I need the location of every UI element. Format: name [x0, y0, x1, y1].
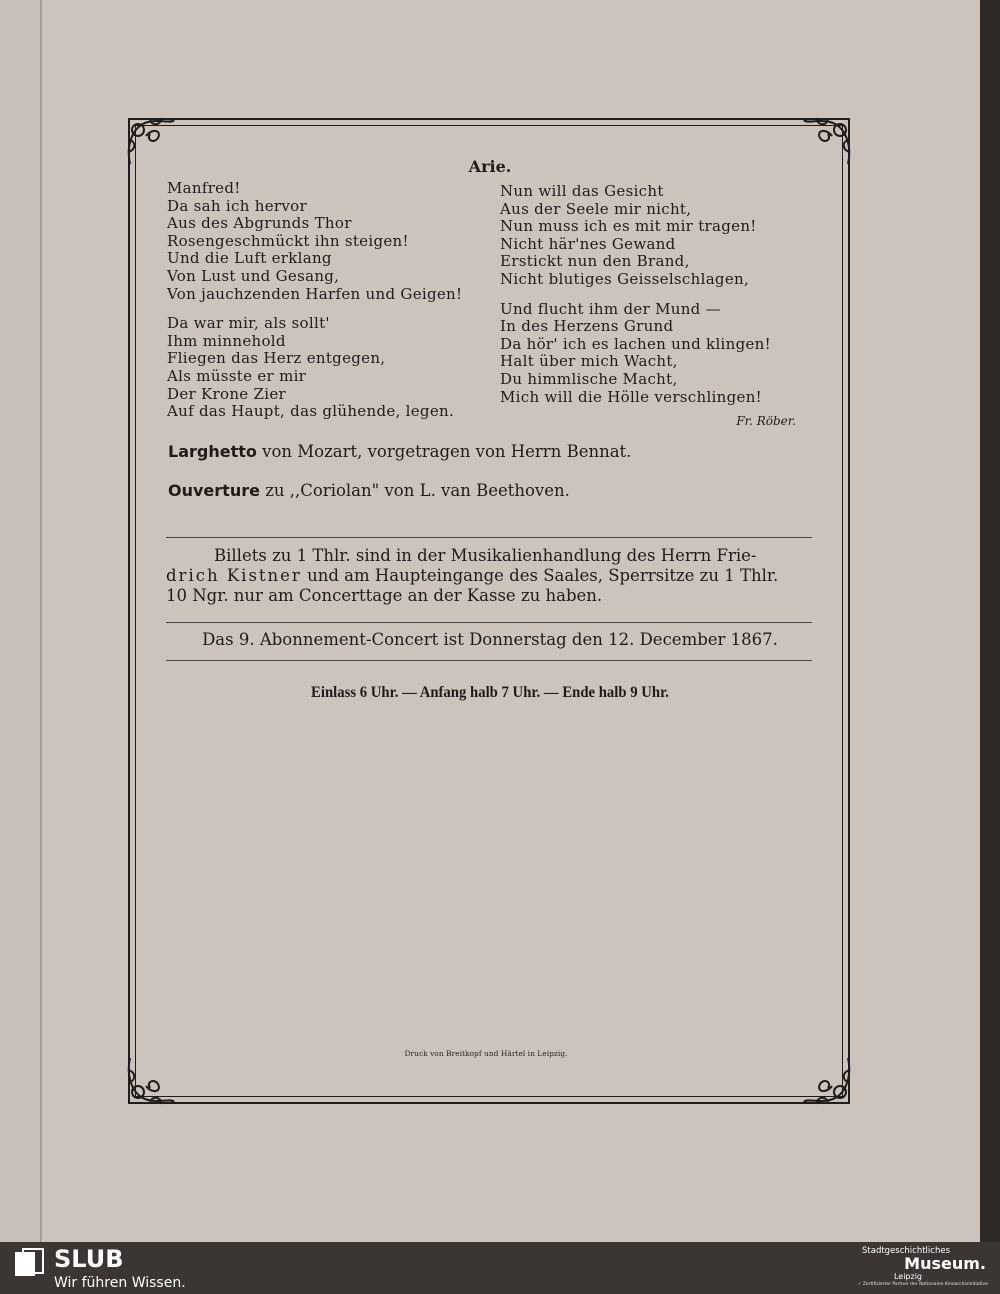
ticket-info-line — [166, 566, 812, 586]
verse-line: Und die Luft erklang — [167, 249, 332, 268]
program-title: Ouverture — [168, 481, 260, 500]
verse-line: Da hör' ich es lachen und klingen! — [500, 334, 771, 353]
museum-city: Leipzig — [893, 1272, 922, 1281]
author-credit: Fr. Röber. — [736, 414, 796, 428]
museum-prefix: Stadtgeschichtliches — [862, 1246, 950, 1256]
museum-partner-note: ✓ Zertifizierter Partner der Nationalen Kinoarchivinitiative — [857, 1282, 988, 1287]
divider — [166, 622, 812, 623]
verse-line: Rosengeschmückt ihn steigen! — [167, 231, 409, 250]
stanza-gap — [500, 289, 771, 301]
verse-line: Auf das Haupt, das glühende, legen. — [167, 402, 455, 421]
ticket-info — [166, 546, 812, 606]
verse-line: Da sah ich hervor — [167, 196, 307, 215]
verse-line: Nun muss ich es mit mir tragen! — [500, 217, 757, 236]
verse-line: Ihm minnehold — [167, 331, 286, 350]
aria-heading: Arie. — [468, 157, 512, 176]
ornament-corner-icon — [796, 1050, 856, 1110]
verse-line: Als müsste er mir — [167, 366, 307, 385]
verse-line: Aus des Abgrunds Thor — [167, 214, 352, 233]
verse-line: Nicht blutiges Geisselschlagen, — [500, 269, 750, 288]
concert-times: Einlass 6 Uhr. — Anfang halb 7 Uhr. — Ende halb 9 Uhr. — [311, 684, 669, 701]
verse-line: Von jauchzenden Harfen und Geigen! — [167, 284, 463, 303]
ticket-info-line: Billets zu 1 Thlr. sind in der Musikalienhandlung des Herrn Frie- — [214, 546, 757, 565]
verse-line: Erstickt nun den Brand, — [500, 252, 690, 271]
slub-tagline: Wir führen Wissen. — [54, 1275, 186, 1291]
aria-verse-right — [500, 183, 771, 406]
verse-line: Da war mir, als sollt' — [167, 314, 330, 333]
program-title: Larghetto — [168, 442, 257, 461]
divider — [166, 660, 812, 661]
verse-line: Nun will das Gesicht — [500, 182, 664, 200]
verse-line: Manfred! — [167, 179, 241, 197]
program-description: von Mozart, vorgetragen von Herrn Bennat. — [256, 442, 632, 461]
program-item-ouverture — [168, 481, 570, 500]
divider — [166, 537, 812, 538]
verse-line: Du himmlische Macht, — [500, 369, 678, 388]
verse-line: Halt über mich Wacht, — [500, 352, 678, 371]
verse-line: Von Lust und Gesang, — [167, 266, 340, 285]
verse-line: Und flucht ihm der Mund — — [500, 299, 721, 318]
verse-line: Aus der Seele mir nicht, — [500, 199, 692, 218]
next-concert-notice: Das 9. Abonnement-Concert ist Donnerstag den 12. December 1867. — [202, 630, 778, 649]
program-description: zu ,,Coriolan" von L. van Beethoven. — [259, 481, 570, 500]
slub-logo-icon — [14, 1248, 44, 1278]
printer-imprint: Druck von Breitkopf und Härtel in Leipzig. — [404, 1049, 568, 1058]
program-item-larghetto — [168, 442, 631, 461]
verse-line: Nicht här'nes Gewand — [500, 234, 676, 253]
slub-wordmark: SLUB — [54, 1245, 124, 1273]
museum-name: Museum. — [904, 1254, 986, 1273]
verse-line: In des Herzens Grund — [500, 317, 674, 336]
verse-line: Der Krone Zier — [167, 384, 287, 403]
aria-verse-left — [167, 180, 462, 421]
verse-line: Mich will die Hölle verschlingen! — [500, 387, 762, 406]
ticket-info-text: und am Haupteingange des Saales, Sperrsitze zu 1 Thlr. — [301, 566, 779, 585]
seller-name: drich Kistner — [166, 566, 302, 585]
verse-line: Fliegen das Herz entgegen, — [167, 349, 386, 368]
ticket-info-line: 10 Ngr. nur am Concerttage an der Kasse zu haben. — [166, 586, 603, 605]
footer-bar — [0, 1242, 1000, 1294]
ornament-corner-icon — [122, 1050, 182, 1110]
